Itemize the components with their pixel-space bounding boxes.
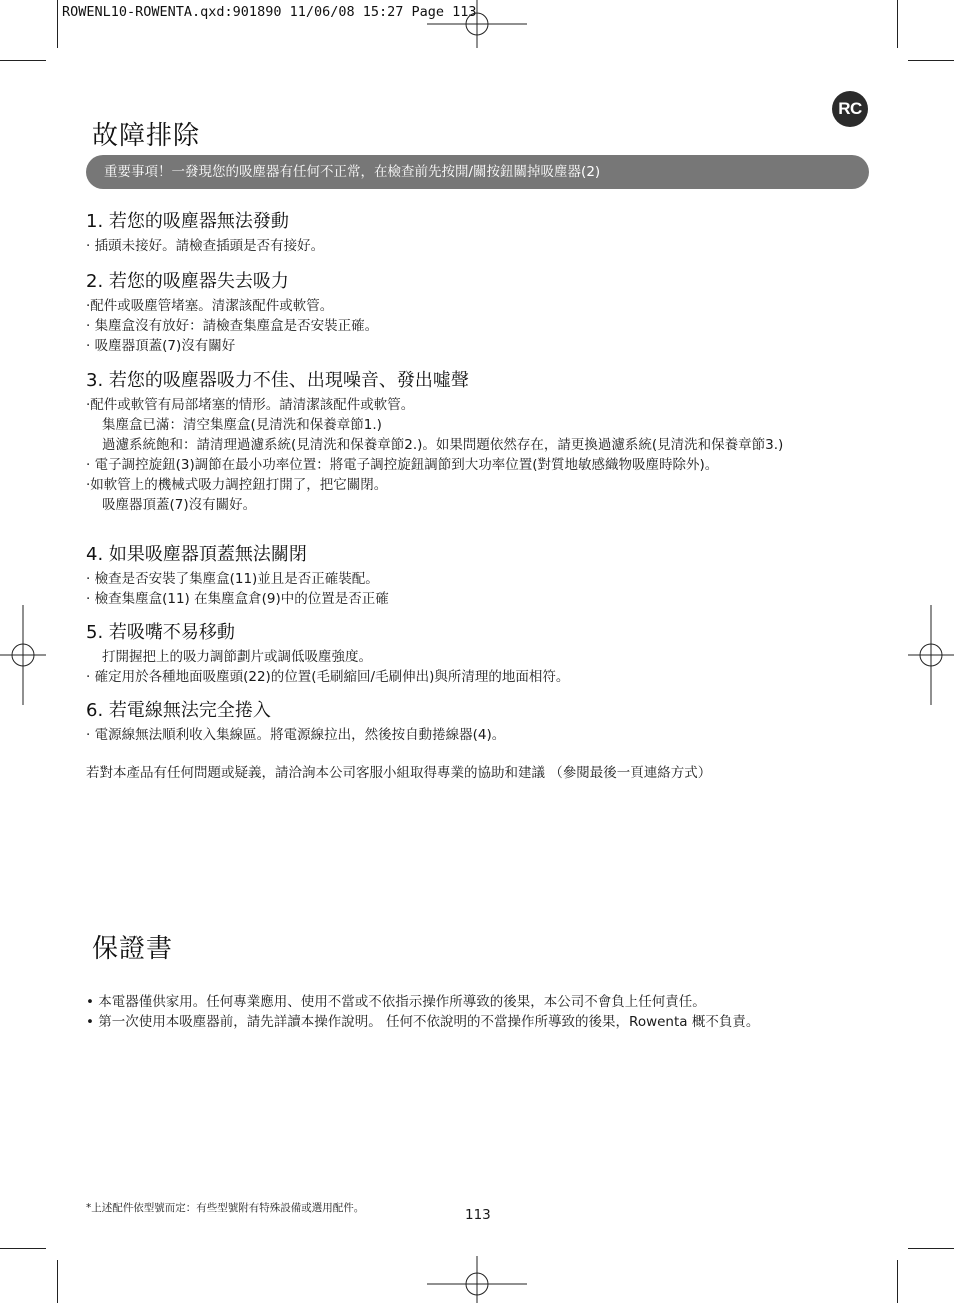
warranty-line: • 本電器僅供家用。任何專業應用、使用不當或不依指示操作所導致的後果，本公司不會負上任何責任。 bbox=[86, 994, 706, 1010]
crop-mark bbox=[0, 1248, 46, 1249]
section-title: 2. 若您的吸塵器失去吸力 bbox=[86, 271, 289, 292]
section-line: · 確定用於各種地面吸塵頭(22)的位置(毛刷縮回/毛刷伸出)與所清理的地面相符。 bbox=[86, 669, 570, 685]
troubleshooting-section-6 bbox=[86, 696, 876, 745]
registration-mark-bottom bbox=[427, 1256, 527, 1303]
crop-mark bbox=[908, 1248, 954, 1249]
section-line: · 檢查集塵盒(11) 在集塵盒倉(9)中的位置是否正確 bbox=[86, 591, 389, 607]
registration-mark-right bbox=[908, 605, 954, 705]
footnote: *上述配件依型號而定：有些型號附有特殊設備或選用配件。 bbox=[86, 1202, 365, 1214]
crop-mark bbox=[57, 0, 58, 48]
printer-slug: ROWENL10-ROWENTA.qxd:901890 11/06/08 15:27 Page 113 bbox=[62, 4, 477, 20]
section-line: · 電子調控旋鈕(3)調節在最小功率位置：將電子調控旋鈕調節到大功率位置(對質地敏感織物吸塵時除外)。 bbox=[86, 457, 719, 473]
section-line: · 吸塵器頂蓋(7)沒有關好 bbox=[86, 338, 236, 354]
section-line: · 電源線無法順利收入集線區。將電源線拉出，然後按自動捲線器(4)。 bbox=[86, 727, 506, 743]
troubleshooting-section-2 bbox=[86, 267, 876, 356]
section-line: ·如軟管上的機械式吸力調控鈕打開了，把它關閉。 bbox=[86, 477, 388, 493]
warranty-line: • 第一次使用本吸塵器前，請先詳讀本操作說明。 任何不依說明的不當操作所導致的後果，Rowenta 概不負責。 bbox=[86, 1014, 760, 1030]
troubleshooting-section-1 bbox=[86, 207, 876, 256]
troubleshooting-title: 故障排除 bbox=[92, 121, 201, 151]
troubleshooting-section-5 bbox=[86, 618, 876, 687]
section-line: ·配件或軟管有局部堵塞的情形。請清潔該配件或軟管。 bbox=[86, 397, 415, 413]
section-line: ·配件或吸塵管堵塞。清潔該配件或軟管。 bbox=[86, 298, 334, 314]
warranty-title: 保證書 bbox=[92, 934, 174, 964]
contact-paragraph: 若對本產品有任何問題或疑義，請洽詢本公司客服小組取得專業的協助和建議 （參閱最後一頁連絡方式） bbox=[86, 765, 712, 781]
section-title: 1. 若您的吸塵器無法發動 bbox=[86, 211, 289, 232]
section-title: 4. 如果吸塵器頂蓋無法關閉 bbox=[86, 544, 307, 565]
section-line: 集塵盒已滿：清空集塵盒(見清洗和保養章節1.) bbox=[102, 417, 382, 433]
section-title: 5. 若吸嘴不易移動 bbox=[86, 622, 235, 643]
important-notice-banner: 重要事項！一發現您的吸塵器有任何不正常，在檢查前先按開/關按鈕關掉吸塵器(2) bbox=[86, 155, 869, 189]
section-title: 3. 若您的吸塵器吸力不佳、出現噪音、發出噓聲 bbox=[86, 370, 469, 391]
registration-mark-left bbox=[0, 605, 46, 705]
troubleshooting-section-4 bbox=[86, 540, 876, 609]
section-line: 過濾系統飽和：請清理過濾系統(見清洗和保養章節2.)。如果問題依然存在，請更換過濾系統(見清洗和保養章節3.) bbox=[102, 437, 784, 453]
page-number: 113 bbox=[465, 1207, 491, 1223]
section-title: 6. 若電線無法完全捲入 bbox=[86, 700, 271, 721]
crop-mark bbox=[897, 1260, 898, 1303]
crop-mark bbox=[0, 60, 46, 61]
troubleshooting-section-3 bbox=[86, 366, 876, 515]
registration-mark-top bbox=[427, 0, 527, 50]
section-line: 吸塵器頂蓋(7)沒有關好。 bbox=[102, 497, 257, 513]
section-line: 打開握把上的吸力調節劃片或調低吸塵強度。 bbox=[102, 649, 372, 665]
crop-mark bbox=[908, 60, 954, 61]
section-line: · 集塵盒沒有放好：請檢查集塵盒是否安裝正確。 bbox=[86, 318, 379, 334]
language-badge: RC bbox=[832, 91, 868, 127]
crop-mark bbox=[57, 1260, 58, 1303]
section-line: · 插頭未接好。請檢查插頭是否有接好。 bbox=[86, 238, 325, 254]
section-line: · 檢查是否安裝了集塵盒(11)並且是否正確裝配。 bbox=[86, 571, 379, 587]
crop-mark bbox=[897, 0, 898, 48]
